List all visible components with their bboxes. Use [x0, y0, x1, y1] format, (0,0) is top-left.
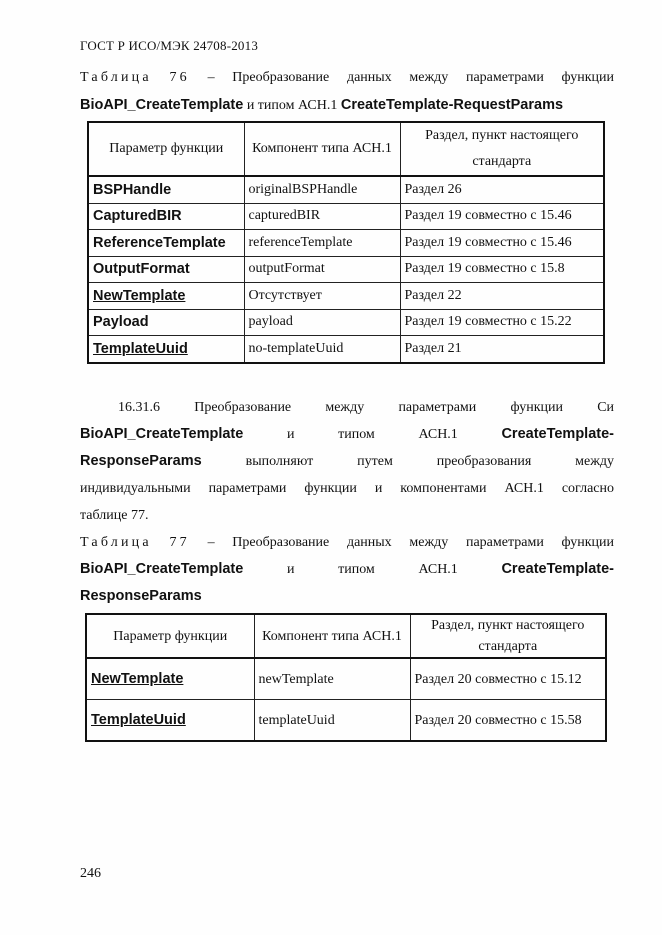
caption-word: типом	[338, 562, 375, 577]
param-cell: OutputFormat	[88, 256, 244, 283]
component-cell: newTemplate	[254, 658, 410, 700]
table77-caption-line1	[80, 529, 614, 556]
table77-caption-number: 77	[169, 535, 190, 550]
section-number: 16.31.6	[118, 400, 160, 415]
component-cell: originalBSPHandle	[244, 176, 400, 203]
caption-word: Преобразование	[232, 535, 330, 550]
paragraph-word: АСН.1	[418, 427, 458, 442]
section-paragraph-line2	[80, 421, 614, 448]
section-paragraph-line3	[80, 448, 614, 475]
component-cell: capturedBIR	[244, 203, 400, 230]
param-cell: CapturedBIR	[88, 203, 244, 230]
param-cell: NewTemplate	[88, 283, 244, 310]
section-cell: Раздел 20 совместно с 15.58	[410, 700, 606, 742]
component-cell: Отсутствует	[244, 283, 400, 310]
section-paragraph-line5: таблице 77.	[80, 508, 149, 523]
param-cell: NewTemplate	[86, 658, 254, 700]
param-cell: ReferenceTemplate	[88, 230, 244, 257]
caption-word: параметрами	[465, 535, 544, 550]
caption-word: и	[286, 562, 295, 577]
paragraph-word: параметрами	[398, 400, 477, 415]
table77-caption-line2	[80, 556, 614, 583]
param-cell: BSPHandle	[88, 176, 244, 203]
table-row	[88, 203, 604, 230]
table-row	[88, 176, 604, 203]
paragraph-word: и	[286, 427, 295, 442]
table76-caption-number: 76	[169, 70, 190, 85]
column-header: Параметр функции	[86, 614, 254, 658]
table-header-row	[86, 614, 606, 658]
paragraph-word: Си	[597, 400, 615, 415]
param-cell: Payload	[88, 309, 244, 336]
paragraph-word: преобразования	[436, 454, 532, 469]
component-cell: no-templateUuid	[244, 336, 400, 363]
component-cell: referenceTemplate	[244, 230, 400, 257]
table77-caption-line3	[80, 583, 614, 610]
table76-caption-mid: и типом АСН.1	[246, 98, 338, 113]
column-header: Раздел, пункт настоящего стандарта	[410, 614, 606, 658]
table-row	[86, 700, 606, 742]
paragraph-word: функции	[510, 400, 563, 415]
paragraph-type: ResponseParams	[80, 453, 202, 469]
table76-caption-type: CreateTemplate-RequestParams	[340, 97, 564, 113]
column-header: Компонент типа АСН.1	[254, 614, 410, 658]
table-row	[88, 283, 604, 310]
component-cell: templateUuid	[254, 700, 410, 742]
paragraph-word: между	[575, 454, 615, 469]
section-paragraph-line1	[80, 394, 614, 421]
component-cell: payload	[244, 309, 400, 336]
caption-word: между	[409, 70, 449, 85]
caption-dash: –	[207, 70, 215, 85]
section-cell: Раздел 22	[400, 283, 604, 310]
caption-word: функции	[561, 535, 615, 550]
table-76	[87, 121, 605, 364]
caption-word: параметрами	[465, 70, 544, 85]
caption-word: функции	[561, 70, 615, 85]
caption-dash: –	[207, 535, 215, 550]
table-row	[88, 309, 604, 336]
column-header: Параметр функции	[88, 122, 244, 176]
table-row	[86, 658, 606, 700]
paragraph-type: CreateTemplate-	[501, 426, 614, 442]
table-header-row	[88, 122, 604, 176]
page-number: 246	[80, 866, 101, 881]
caption-word: данных	[346, 70, 392, 85]
table-row	[88, 230, 604, 257]
paragraph-word: путем	[357, 454, 393, 469]
paragraph-word: между	[325, 400, 365, 415]
column-header: Раздел, пункт настоящего стандарта	[400, 122, 604, 176]
section-cell: Раздел 26	[400, 176, 604, 203]
caption-word: между	[409, 535, 449, 550]
document-header: ГОСТ Р ИСО/МЭК 24708-2013	[80, 38, 259, 53]
table77-caption-type: CreateTemplate-	[501, 561, 614, 577]
paragraph-word: Преобразование	[194, 400, 292, 415]
table76-caption-line1	[80, 68, 614, 88]
param-cell: TemplateUuid	[86, 700, 254, 742]
table77-caption-label: Таблица	[80, 535, 152, 550]
column-header: Компонент типа АСН.1	[244, 122, 400, 176]
component-cell: outputFormat	[244, 256, 400, 283]
paragraph-word: выполняют	[245, 454, 314, 469]
section-cell: Раздел 21	[400, 336, 604, 363]
table77-caption-type: ResponseParams	[80, 588, 202, 604]
section-cell: Раздел 19 совместно с 15.46	[400, 203, 604, 230]
param-cell: TemplateUuid	[88, 336, 244, 363]
section-cell: Раздел 20 совместно с 15.12	[410, 658, 606, 700]
table76-caption-line2	[80, 95, 614, 116]
paragraph-function: BioAPI_CreateTemplate	[80, 426, 244, 442]
table-row	[88, 256, 604, 283]
table-row	[88, 336, 604, 363]
table-77	[85, 613, 607, 742]
caption-word: АСН.1	[418, 562, 458, 577]
section-cell: Раздел 19 совместно с 15.8	[400, 256, 604, 283]
section-cell: Раздел 19 совместно с 15.46	[400, 230, 604, 257]
table77-caption-function: BioAPI_CreateTemplate	[80, 561, 244, 577]
section-cell: Раздел 19 совместно с 15.22	[400, 309, 604, 336]
section-paragraph-line4: индивидуальными параметрами функции и компонентами АСН.1 согласно	[80, 481, 614, 496]
caption-word: Преобразование	[232, 70, 330, 85]
table76-caption-label: Таблица	[80, 70, 152, 85]
paragraph-word: типом	[338, 427, 375, 442]
table76-caption-function: BioAPI_CreateTemplate	[80, 97, 244, 113]
caption-word: данных	[346, 535, 392, 550]
